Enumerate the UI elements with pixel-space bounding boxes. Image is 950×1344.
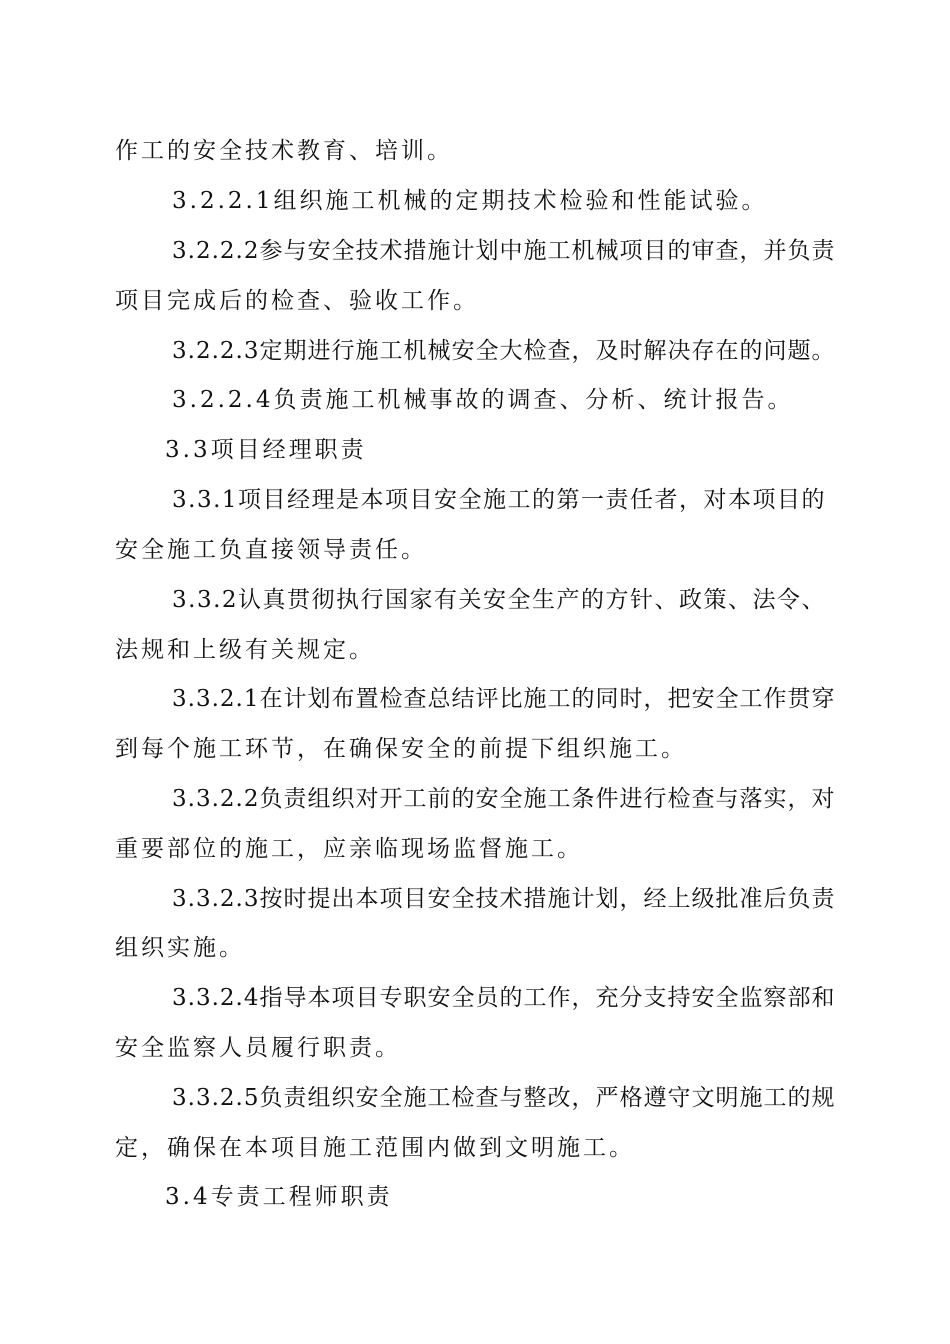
text-line: 组织实施。 — [115, 935, 245, 961]
section-heading: 3.4专责工程师职责 — [165, 1184, 393, 1210]
text-line: 法规和上级有关规定。 — [115, 637, 375, 663]
text-line: 作工的安全技术教育、培训。 — [115, 138, 453, 164]
text-line: 3.3.1项目经理是本项目安全施工的第一责任者，对本项目的 — [172, 487, 827, 513]
text-line: 安全施工负直接领导责任。 — [115, 537, 427, 563]
text-line: 定，确保在本项目施工范围内做到文明施工。 — [115, 1135, 635, 1161]
text-line: 安全监察人员履行职责。 — [115, 1035, 401, 1061]
text-line: 3.3.2.1在计划布置检查总结评比施工的同时，把安全工作贯穿 — [172, 686, 836, 712]
text-line: 项目完成后的检查、验收工作。 — [115, 288, 479, 314]
text-line: 3.3.2.5负责组织安全施工检查与整改，严格遵守文明施工的规 — [172, 1085, 836, 1111]
text-line: 3.3.2.4指导本项目专职安全员的工作，充分支持安全监察部和 — [172, 985, 836, 1011]
text-line: 3.2.2.4负责施工机械事故的调查、分析、统计报告。 — [172, 387, 794, 413]
section-heading: 3.3项目经理职责 — [165, 437, 367, 463]
text-line: 3.3.2.3按时提出本项目安全技术措施计划，经上级批准后负责 — [172, 886, 836, 912]
text-line: 3.2.2.2参与安全技术措施计划中施工机械项目的审查，并负责 — [172, 238, 836, 264]
text-line: 3.2.2.1组织施工机械的定期技术检验和性能试验。 — [172, 188, 768, 214]
text-line: 3.2.2.3定期进行施工机械安全大检查，及时解决存在的问题。 — [172, 338, 836, 364]
text-line: 到每个施工环节，在确保安全的前提下组织施工。 — [115, 736, 687, 762]
text-line: 重要部位的施工，应亲临现场监督施工。 — [115, 836, 583, 862]
text-line: 3.3.2认真贯彻执行国家有关安全生产的方针、政策、法令、 — [172, 587, 827, 613]
text-line: 3.3.2.2负责组织对开工前的安全施工条件进行检查与落实，对 — [172, 786, 836, 812]
